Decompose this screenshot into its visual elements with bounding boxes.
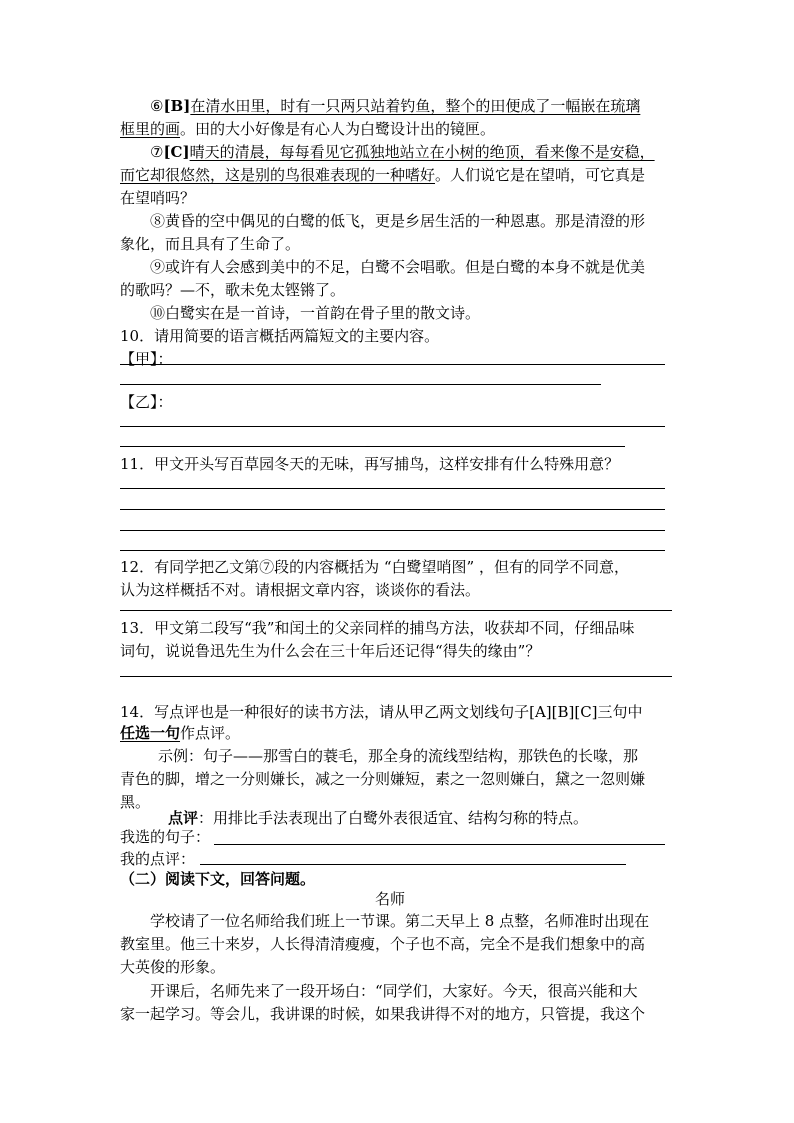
question-12-line-2: 认为这样概括不对。请根据文章内容，谈谈你的看法。: [120, 581, 481, 599]
article-paragraph-1-line-1: 学校请了一位名师给我们班上一节课。第二天早上 8 点整，名师准时出现在: [150, 912, 650, 930]
question-14-line-1: 14．写点评也是一种很好的读书方法，请从甲乙两文划线句子[A][B][C]三句中: [120, 703, 643, 721]
answer-line[interactable]: [120, 610, 672, 611]
paragraph-9-line-1: ⑨或许有人会感到美中的不足，白鹭不会唱歌。但是白鹭的本身不就是优美: [150, 258, 646, 276]
my-sentence-answer-line[interactable]: [214, 844, 665, 845]
answer-line[interactable]: [120, 364, 665, 365]
answer-line[interactable]: [120, 530, 665, 531]
sample-comment: 点评：用排比手法表现出了白鹭外表很适宜、结构匀称的特点。: [168, 809, 589, 827]
paragraph-7-line-1: ⑦[C]晴天的清晨，每每看见它孤独地站立在小树的绝顶，看来像不是安稳，: [150, 143, 655, 161]
paragraph-10: ⑩白鹭实在是一首诗，一首韵在骨子里的散文诗。: [150, 304, 481, 322]
example-line-3: 黑。: [120, 793, 151, 811]
my-comment-label: 我的点评：: [120, 850, 196, 868]
article-paragraph-2-line-2: 家一起学习。等会儿，我讲课的时候，如果我讲得不对的地方，只管提，我这个: [120, 1005, 646, 1023]
paragraph-6-line-2: 框里的画。田的大小好像是有心人为白鹭设计出的镜匣。: [120, 120, 496, 138]
my-sentence-label: 我选的句子：: [120, 828, 211, 846]
article-title: 名师: [374, 890, 405, 908]
question-13-line-2: 词句，说说鲁迅先生为什么会在三十年后还记得“得失的缘由”？: [120, 642, 541, 660]
example-line-1: 示例：句子——那雪白的蓑毛，那全身的流线型结构，那铁色的长喙，那: [158, 747, 639, 765]
section-2-heading: （二）阅读下文，回答问题。: [120, 870, 316, 888]
paragraph-8-line-1: ⑧黄昏的空中偶见的白鹭的低飞，更是乡居生活的一种恩惠。那是清澄的形: [150, 212, 646, 230]
paragraph-7-line-2: 而它却很悠然，这是别的鸟很难表现的一种嗜好。人们说它是在望哨，可它真是: [120, 166, 646, 184]
my-comment-answer-line[interactable]: [200, 864, 626, 865]
question-10: 10．请用简要的语言概括两篇短文的主要内容。: [120, 327, 440, 345]
question-14-line-2: 任选一句作点评。: [120, 724, 241, 742]
article-paragraph-1-line-3: 大英俊的形象。: [120, 958, 226, 976]
question-13-line-1: 13．甲文第二段写“我”和闰土的父亲同样的捕鸟方法，收获却不同，仔细品味: [120, 619, 635, 637]
example-line-2: 青色的脚，增之一分则嫌长，减之一分则嫌短，素之一忽则嫌白，黛之一忽则嫌: [120, 770, 646, 788]
article-paragraph-2-line-1: 开课后，名师先来了一段开场白：“同学们，大家好。今天，很高兴能和大: [150, 982, 638, 1000]
answer-line[interactable]: [120, 488, 665, 489]
paragraph-8-line-2: 象化，而且具有了生命了。: [120, 235, 301, 253]
question-10-jia-label: 【甲】：: [120, 350, 173, 368]
paragraph-7-line-3: 在望哨吗？: [120, 189, 196, 207]
answer-line[interactable]: [120, 550, 665, 551]
answer-line[interactable]: [120, 426, 665, 427]
answer-line[interactable]: [120, 446, 625, 447]
question-10-yi-label: 【乙】：: [120, 393, 173, 411]
answer-line[interactable]: [120, 676, 672, 677]
answer-line[interactable]: [120, 384, 601, 385]
answer-line[interactable]: [120, 509, 665, 510]
article-paragraph-1-line-2: 教室里。他三十来岁，人长得清清瘦瘦，个子也不高，完全不是我们想象中的高: [120, 935, 646, 953]
question-12-line-1: 12．有同学把乙文第⑦段的内容概括为 “白鹭望哨图” ，但有的同学不同意，: [120, 558, 629, 576]
paragraph-6-line-1: ⑥[B]在清水田里，时有一只两只站着钓鱼，整个的田便成了一幅嵌在琉璃: [150, 97, 641, 115]
question-11: 11．甲文开头写百草园冬天的无味，再写捕鸟，这样安排有什么特殊用意？: [120, 455, 620, 473]
paragraph-9-line-2: 的歌吗？—不，歌未免太铿锵了。: [120, 281, 346, 299]
